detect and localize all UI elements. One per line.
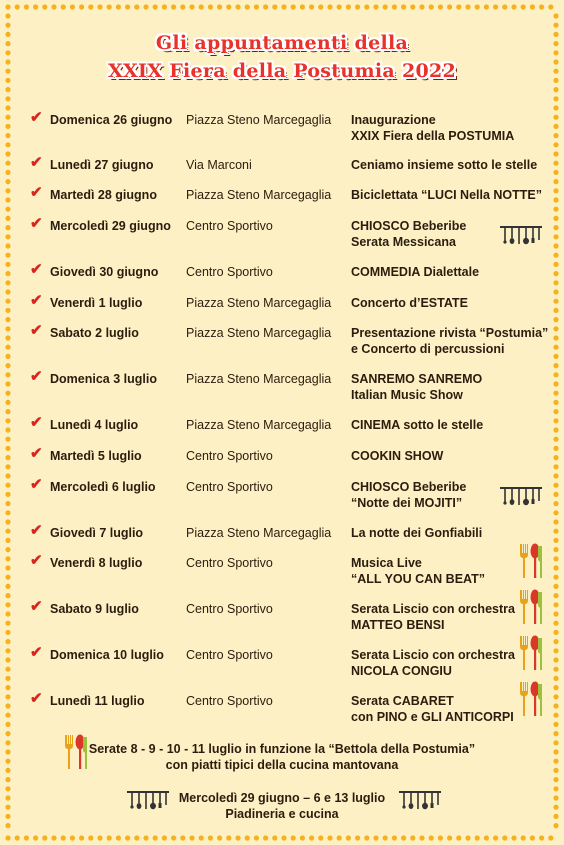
event-date: Domenica 26 giugno [50, 113, 173, 127]
footer-piadineria-line-1: Mercoledì 29 giugno – 6 e 13 luglio [178, 791, 386, 805]
check-icon: ✔ [30, 292, 43, 309]
event-description-line: Musica Live [351, 556, 422, 570]
event-description-line: Serata CABARET [351, 694, 454, 708]
event-date: Mercoledì 29 giugno [50, 219, 171, 233]
check-icon: ✔ [30, 215, 43, 232]
check-icon: ✔ [30, 322, 43, 339]
cutlery-icon [517, 633, 543, 673]
event-description-line: MATTEO BENSI [351, 618, 445, 632]
utensils-rack-icon [499, 485, 543, 507]
event-date: Giovedì 7 luglio [50, 526, 144, 540]
event-date: Giovedì 30 giugno [50, 265, 159, 279]
footer-serate-line-2: con piatti tipici della cucina mantovana [165, 758, 399, 772]
event-description [351, 448, 551, 464]
event-description [351, 371, 551, 403]
event-description-line: CINEMA sotto le stelle [351, 418, 484, 432]
event-place: Centro Sportivo [186, 694, 273, 708]
utensils-rack-icon [499, 224, 543, 246]
footer-serate [0, 741, 564, 773]
event-description [351, 417, 551, 433]
event-date: Martedì 5 luglio [50, 449, 142, 463]
event-description-line: COMMEDIA Dialettale [351, 265, 480, 279]
event-date: Mercoledì 6 luglio [50, 480, 156, 494]
event-description-line: SANREMO SANREMO [351, 372, 483, 386]
check-icon: ✔ [30, 414, 43, 431]
check-icon: ✔ [30, 445, 43, 462]
event-date: Lunedì 11 luglio [50, 694, 145, 708]
event-place: Centro Sportivo [186, 265, 273, 279]
title-line-1: Gli appuntamenti della [155, 32, 409, 54]
event-description-line: Inaugurazione [351, 113, 436, 127]
event-description-line: XXIX Fiera della POSTUMIA [351, 129, 515, 143]
footer-serate-line-1: Serate 8 - 9 - 10 - 11 luglio in funzione la “Bettola della Postumia” [88, 742, 476, 756]
check-icon: ✔ [30, 644, 43, 661]
event-date: Venerdì 8 luglio [50, 556, 143, 570]
event-description-line: Presentazione rivista “Postumia” [351, 326, 549, 340]
event-description-line: CHIOSCO Beberibe [351, 480, 467, 494]
event-place: Centro Sportivo [186, 449, 273, 463]
event-description-line: e Concerto di percussioni [351, 342, 505, 356]
event-description [351, 295, 551, 311]
event-description [351, 325, 551, 357]
check-icon: ✔ [30, 109, 43, 126]
event-description [351, 264, 551, 280]
event-description [351, 112, 551, 144]
check-icon: ✔ [30, 184, 43, 201]
cutlery-icon [517, 679, 543, 719]
event-place: Via Marconi [186, 158, 252, 172]
footer-piadineria [0, 790, 564, 822]
event-date: Martedì 28 giugno [50, 188, 157, 202]
event-date: Lunedì 4 luglio [50, 418, 139, 432]
title-line-2: XXIX Fiera della Postumia 2022 [107, 60, 457, 82]
event-place: Piazza Steno Marcegaglia [186, 188, 332, 202]
check-icon: ✔ [30, 154, 43, 171]
check-icon: ✔ [30, 552, 43, 569]
event-description-line: Serata Messicana [351, 235, 456, 249]
event-description-line: Concerto d’ESTATE [351, 296, 468, 310]
event-description-line: Biciclettata “LUCI Nella NOTTE” [351, 188, 543, 202]
event-description-line: Serata Liscio con orchestra [351, 648, 515, 662]
check-icon: ✔ [30, 598, 43, 615]
event-date: Domenica 3 luglio [50, 372, 157, 386]
check-icon: ✔ [30, 522, 43, 539]
event-place: Piazza Steno Marcegaglia [186, 113, 332, 127]
event-date: Lunedì 27 giugno [50, 158, 154, 172]
check-icon: ✔ [30, 690, 43, 707]
event-description-line: La notte dei Gonfiabili [351, 526, 483, 540]
check-icon: ✔ [30, 261, 43, 278]
event-description-line: NICOLA CONGIU [351, 664, 452, 678]
footer-piadineria-line-2: Piadineria e cucina [225, 807, 339, 821]
event-date: Domenica 10 luglio [50, 648, 164, 662]
cutlery-icon [517, 541, 543, 581]
event-description-line: Ceniamo insieme sotto le stelle [351, 158, 538, 172]
event-place: Centro Sportivo [186, 219, 273, 233]
event-place: Piazza Steno Marcegaglia [186, 418, 332, 432]
check-icon: ✔ [30, 476, 43, 493]
event-description-line: CHIOSCO Beberibe [351, 219, 467, 233]
event-place: Piazza Steno Marcegaglia [186, 526, 332, 540]
event-date: Venerdì 1 luglio [50, 296, 143, 310]
check-icon: ✔ [30, 368, 43, 385]
event-place: Centro Sportivo [186, 556, 273, 570]
event-place: Centro Sportivo [186, 648, 273, 662]
event-place: Piazza Steno Marcegaglia [186, 326, 332, 340]
event-description-line: Italian Music Show [351, 388, 463, 402]
event-place: Piazza Steno Marcegaglia [186, 372, 332, 386]
event-description [351, 157, 551, 173]
event-date: Sabato 2 luglio [50, 326, 139, 340]
event-description [351, 187, 551, 203]
event-description-line: “ALL YOU CAN BEAT” [351, 572, 486, 586]
event-description [351, 525, 551, 541]
event-place: Centro Sportivo [186, 602, 273, 616]
event-date: Sabato 9 luglio [50, 602, 139, 616]
event-place: Centro Sportivo [186, 480, 273, 494]
event-description-line: Serata Liscio con orchestra [351, 602, 515, 616]
event-description-line: COOKIN SHOW [351, 449, 444, 463]
event-description-line: “Notte dei MOJITI” [351, 496, 463, 510]
event-place: Piazza Steno Marcegaglia [186, 296, 332, 310]
cutlery-icon [517, 587, 543, 627]
event-description-line: con PINO e GLI ANTICORPI [351, 710, 514, 724]
